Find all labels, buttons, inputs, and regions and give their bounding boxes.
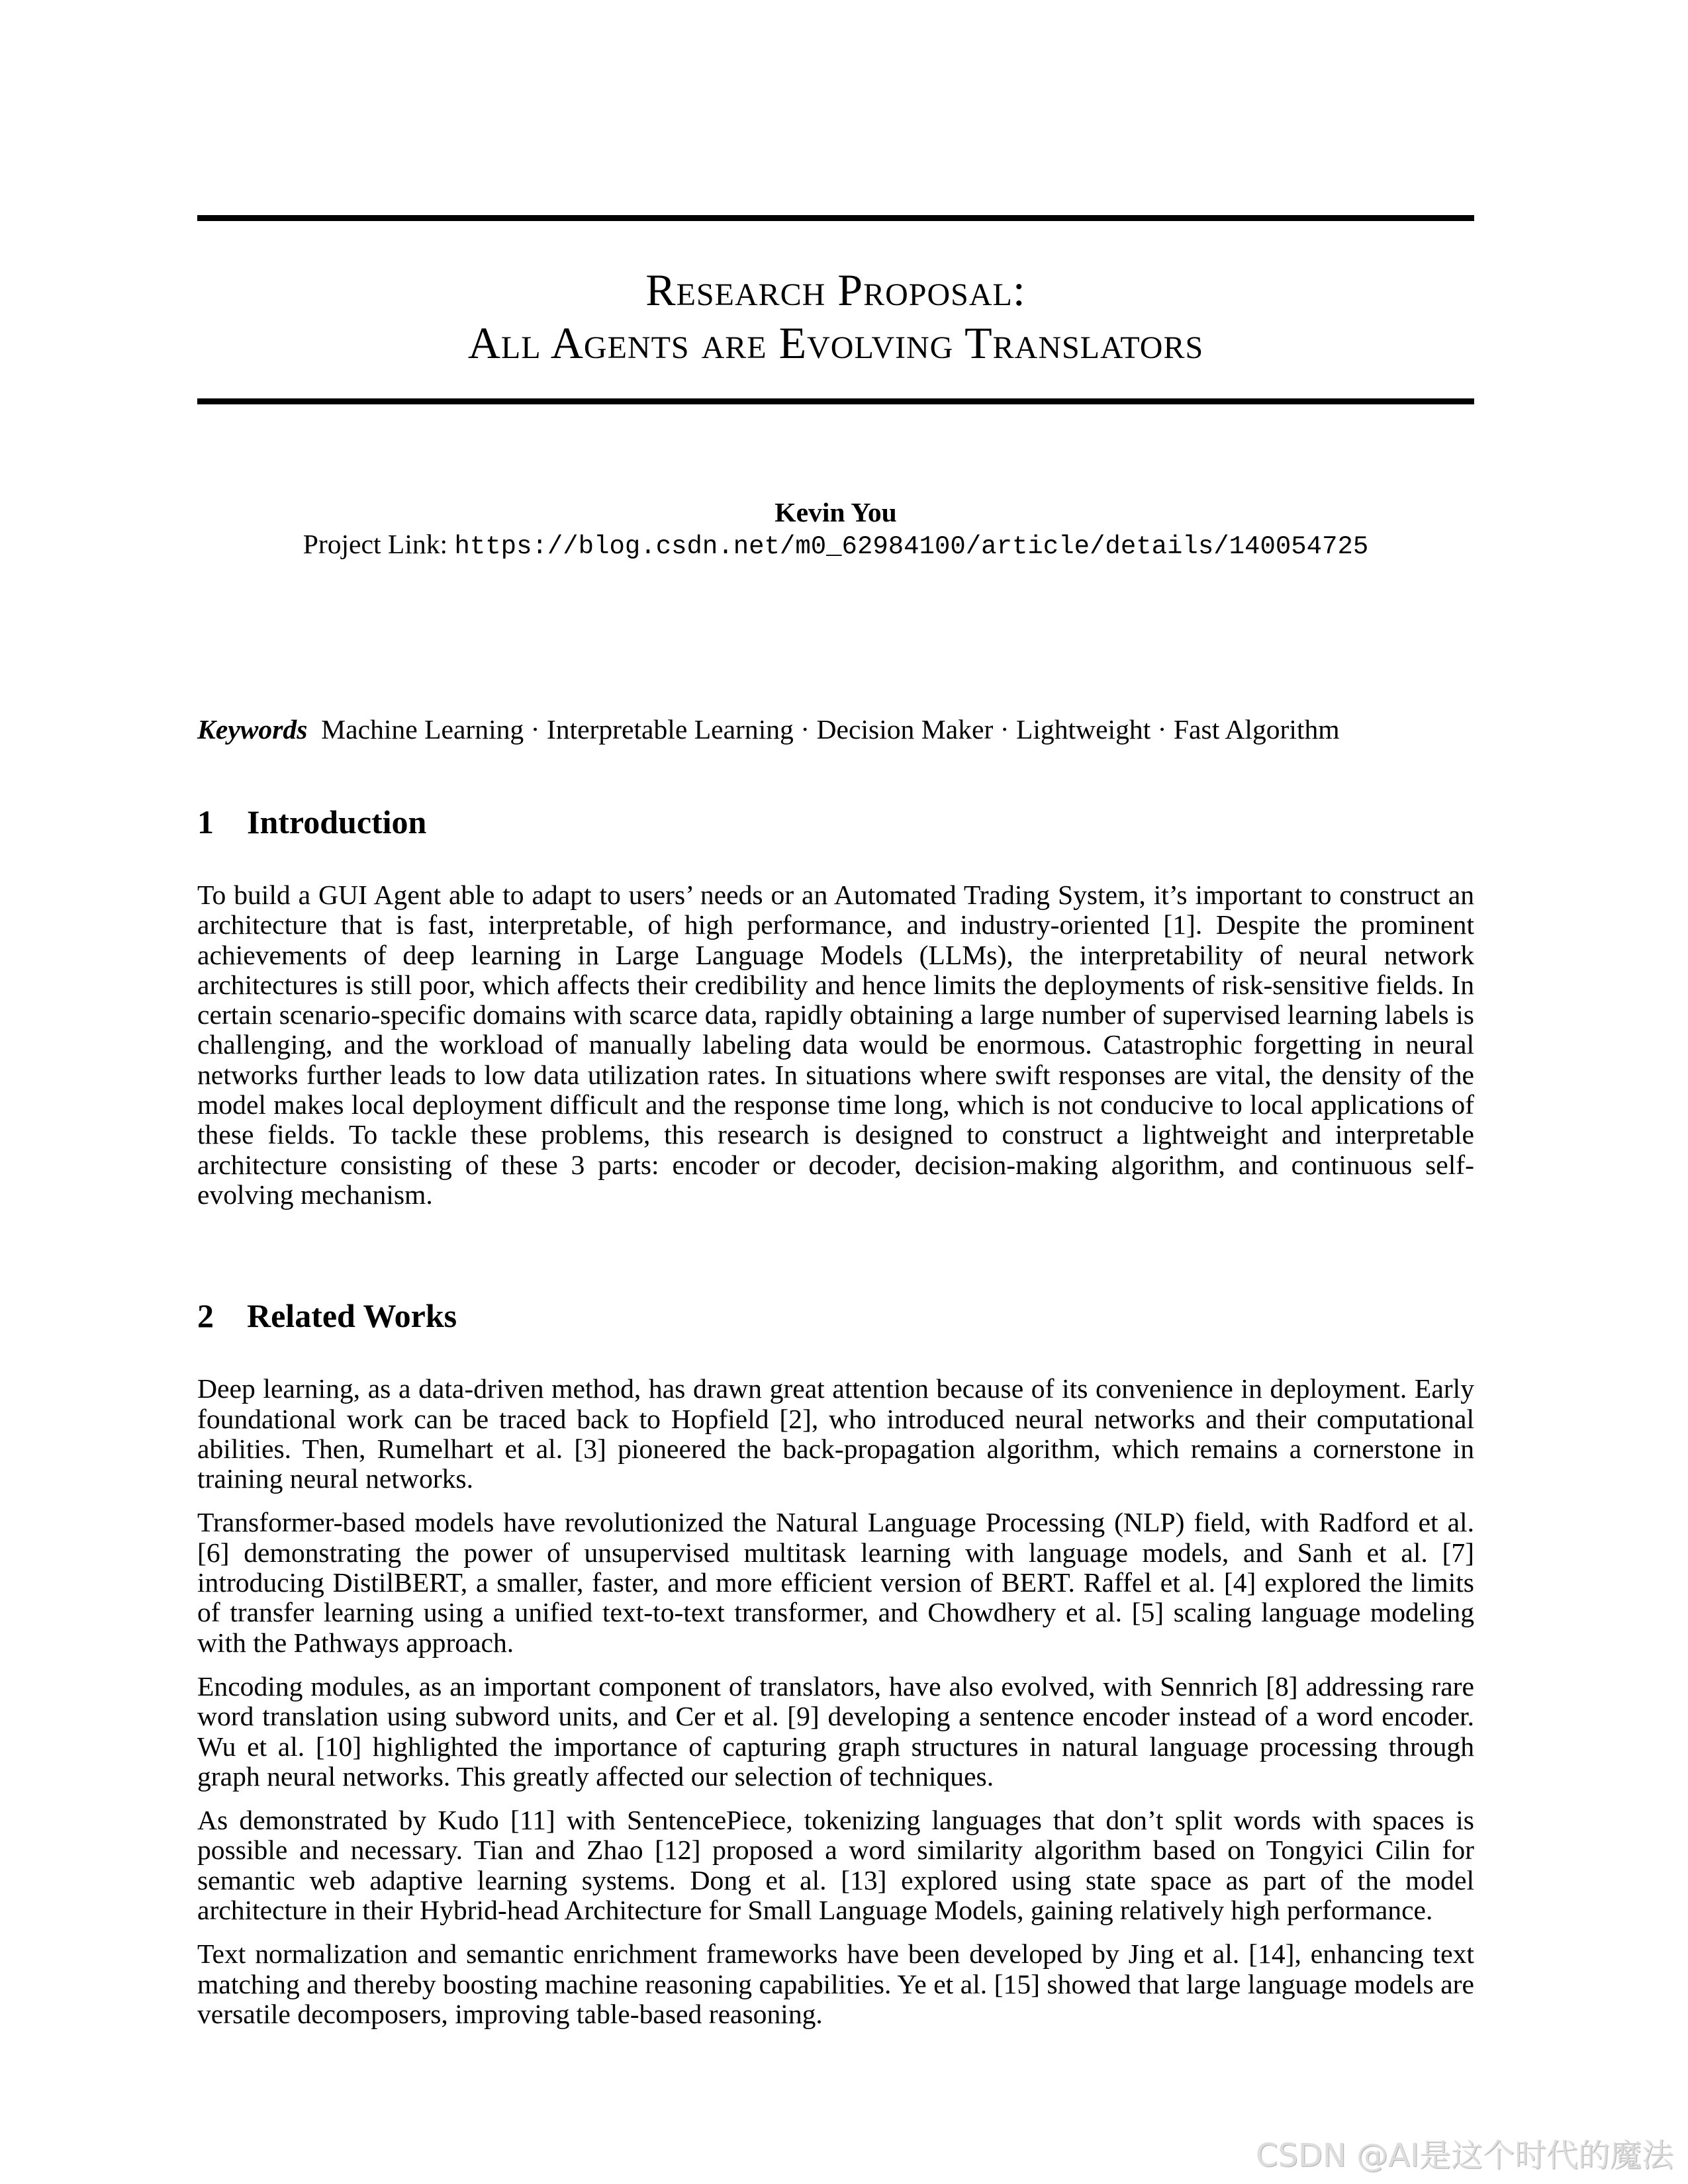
section-number: 1 bbox=[197, 803, 214, 841]
title-line-1: Research Proposal: bbox=[645, 265, 1026, 315]
section-title: Introduction bbox=[247, 803, 427, 841]
paper-body bbox=[197, 713, 1474, 2029]
keywords bbox=[197, 713, 1474, 745]
watermark: CSDN @AI是这个时代的魔法 bbox=[1255, 2137, 1673, 2174]
author-name: Kevin You bbox=[774, 497, 897, 527]
title-bottom-rule bbox=[197, 398, 1474, 404]
author-block bbox=[197, 496, 1474, 563]
related-paragraph-2: Transformer-based models have revolutionized the Natural Language Processing (NLP) field, with Radford et al. [6] demonstrating the power of unsupervised multitask learning with language models, and Sanh et al. [7] introducing DistilBERT, a smaller, faster, and more efficient version of BERT. Raffel et al. [4] explored the limits of transfer learning using a unified text-to-text transformer, and Chowdhery et al. [5] scaling language modeling with the Pathways approach. bbox=[197, 1507, 1474, 1658]
intro-paragraph: To build a GUI Agent able to adapt to users’ needs or an Automated Trading System, it’s important to construct an architecture that is fast, interpretable, of high performance, and industry-oriented [1]. Despite the prominent achievements of deep learning in Large Language Models (LLMs), the interpretability of neural network architectures is still poor, which affects their credibility and hence limits the deployments of risk-sensitive fields. In certain scenario-specific domains with scarce data, rapidly obtaining a large number of supervised learning labels is challenging, and the workload of manually labeling data would be enormous. Catastrophic forgetting in neural networks further leads to low data utilization rates. In situations where swift responses are vital, the density of the model makes local deployment difficult and the response time long, which is not conducive to local applications of these fields. To tackle these problems, this research is designed to construct a lightweight and interpretable architecture consisting of these 3 parts: encoder or decoder, decision-making algorithm, and continuous self-evolving mechanism. bbox=[197, 880, 1474, 1210]
section-number: 2 bbox=[197, 1297, 214, 1335]
project-link-url[interactable]: https://blog.csdn.net/m0_62984100/article/details/140054725 bbox=[454, 532, 1369, 561]
title-line-2: All Agents are Evolving Translators bbox=[467, 318, 1204, 368]
keywords-text: Machine Learning · Interpretable Learning · Decision Maker · Lightweight · Fast Algorithm bbox=[321, 714, 1340, 745]
related-paragraph-5: Text normalization and semantic enrichment frameworks have been developed by Jing et al. [14], enhancing text matching and thereby boosting machine reasoning capabilities. Ye et al. [15] showed that large language models are versatile decomposers, improving table-based reasoning. bbox=[197, 1938, 1474, 2029]
related-paragraph-1: Deep learning, as a data-driven method, has drawn great attention because of its convenience in deployment. Early foundational work can be traced back to Hopfield [2], who introduced neural networks and their computational abilities. Then, Rumelhart et al. [3] pioneered the back-propagation algorithm, which remains a cornerstone in training neural networks. bbox=[197, 1373, 1474, 1494]
project-link-label: Project Link: bbox=[303, 529, 448, 559]
section-heading-related-works bbox=[197, 1296, 1474, 1336]
keywords-label: Keywords bbox=[197, 714, 308, 745]
paper-title bbox=[197, 263, 1474, 369]
title-top-rule bbox=[197, 215, 1474, 221]
project-link-line bbox=[197, 528, 1474, 563]
related-paragraph-3: Encoding modules, as an important component of translators, have also evolved, with Sennrich [8] addressing rare word translation using subword units, and Cer et al. [9] developing a sentence encoder instead of a word encoder. Wu et al. [10] highlighted the importance of capturing graph structures in natural language processing through graph neural networks. This greatly affected our selection of techniques. bbox=[197, 1670, 1474, 1792]
related-paragraph-4: As demonstrated by Kudo [11] with SentencePiece, tokenizing languages that don’t split words with spaces is possible and necessary. Tian and Zhao [12] proposed a word similarity algorithm based on Tongyici Cilin for semantic web adaptive learning systems. Dong et al. [13] explored using state space as part of the model architecture in their Hybrid-head Architecture for Small Language Models, gaining relatively high performance. bbox=[197, 1805, 1474, 1926]
section-title: Related Works bbox=[247, 1297, 457, 1335]
section-heading-introduction bbox=[197, 802, 1474, 842]
